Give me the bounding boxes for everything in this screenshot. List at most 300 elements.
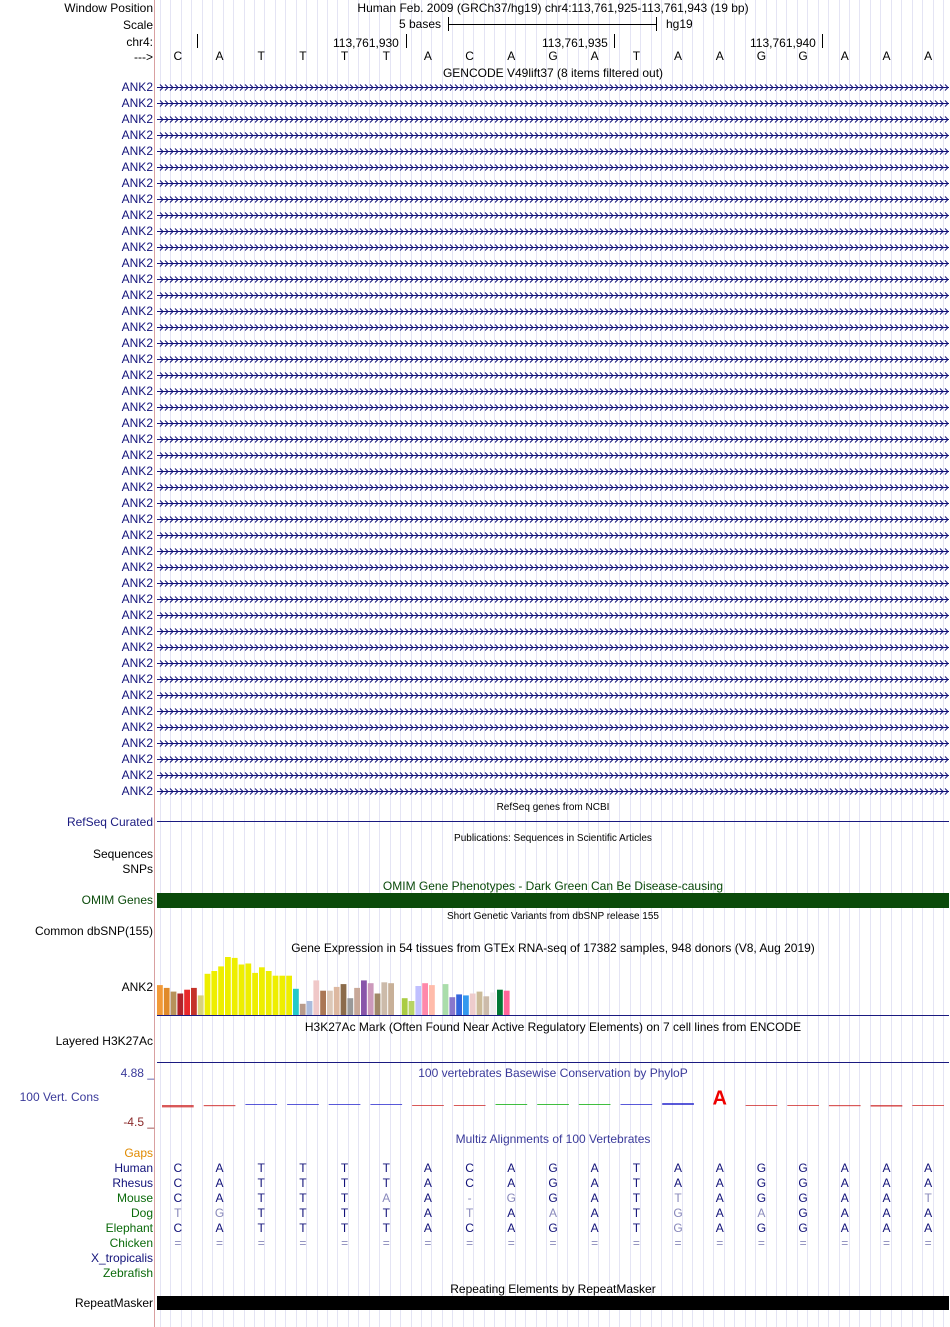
phylop-mark xyxy=(621,1104,653,1105)
gencode-transcript[interactable] xyxy=(157,273,949,286)
gencode-transcript[interactable] xyxy=(157,209,949,222)
gencode-transcript[interactable] xyxy=(157,401,949,414)
gtex-tissue-bar[interactable] xyxy=(300,1004,306,1015)
gtex-tissue-bar[interactable] xyxy=(184,990,190,1015)
gencode-transcript[interactable] xyxy=(157,465,949,478)
multiz-base: = xyxy=(591,1236,599,1250)
dbsnp-label[interactable]: Common dbSNP(155) xyxy=(34,924,153,938)
multiz-base: = xyxy=(716,1236,724,1250)
multiz-base: A xyxy=(590,1161,599,1175)
gencode-gene-label[interactable]: ANK2 xyxy=(121,656,153,670)
gencode-gene-label[interactable]: ANK2 xyxy=(121,608,153,622)
gencode-transcript[interactable] xyxy=(157,97,949,110)
phylop-mark xyxy=(454,1105,486,1106)
gtex-tissue-bar[interactable] xyxy=(177,994,183,1016)
gencode-gene-label[interactable]: ANK2 xyxy=(121,288,153,302)
gencode-gene-label[interactable]: ANK2 xyxy=(121,704,153,718)
multiz-base: A xyxy=(715,1221,724,1235)
base-letter: G xyxy=(756,49,767,63)
refseq-gene-line[interactable] xyxy=(157,821,949,822)
phylop-label[interactable]: 100 Vert. Cons xyxy=(19,1090,99,1104)
omim-track-title: OMIM Gene Phenotypes - Dark Green Can Be Disease-causing xyxy=(382,879,724,893)
gtex-tissue-bar[interactable] xyxy=(266,971,272,1015)
multiz-base: T xyxy=(299,1221,307,1235)
gtex-tissue-bar[interactable] xyxy=(320,991,326,1015)
gencode-gene-label[interactable]: ANK2 xyxy=(121,320,153,334)
multiz-base: T xyxy=(299,1176,307,1190)
gencode-gene-label[interactable]: ANK2 xyxy=(121,752,153,766)
gtex-tissue-bar[interactable] xyxy=(443,984,449,1015)
gtex-tissue-bar[interactable] xyxy=(415,986,421,1015)
h3k27ac-baseline xyxy=(157,1062,949,1063)
gtex-tissue-bar[interactable] xyxy=(429,985,435,1015)
gtex-tissue-bar[interactable] xyxy=(341,984,347,1015)
multiz-base: T xyxy=(382,1206,390,1220)
multiz-track-title: Multiz Alignments of 100 Vertebrates xyxy=(455,1132,651,1146)
gtex-tissue-bar[interactable] xyxy=(157,985,163,1015)
multiz-base: A xyxy=(507,1161,516,1175)
multiz-base: A xyxy=(215,1191,224,1205)
gencode-transcript[interactable] xyxy=(157,385,949,398)
gtex-tissue-bar[interactable] xyxy=(477,992,483,1015)
gencode-gene-label[interactable]: ANK2 xyxy=(121,784,153,798)
multiz-base: = xyxy=(882,1236,890,1250)
gtex-tissue-bar[interactable] xyxy=(286,976,292,1015)
gencode-transcript[interactable] xyxy=(157,257,949,270)
gencode-gene-label[interactable]: ANK2 xyxy=(121,528,153,542)
gtex-tissue-bar[interactable] xyxy=(211,971,217,1015)
multiz-base: = xyxy=(799,1236,807,1250)
omim-feature-bar[interactable] xyxy=(157,893,949,908)
publications-track-title: Publications: Sequences in Scientific Articles xyxy=(454,833,652,844)
gencode-gene-label[interactable]: ANK2 xyxy=(121,512,153,526)
gencode-gene-label[interactable]: ANK2 xyxy=(121,416,153,430)
gtex-tissue-bar[interactable] xyxy=(327,991,333,1015)
multiz-base: A xyxy=(882,1191,891,1205)
gencode-transcript[interactable] xyxy=(157,497,949,510)
gtex-tissue-bar[interactable] xyxy=(368,983,374,1015)
gencode-gene-label[interactable]: ANK2 xyxy=(121,448,153,462)
gtex-tissue-bar[interactable] xyxy=(232,958,238,1015)
gtex-tissue-bar[interactable] xyxy=(470,994,476,1016)
base-letter: G xyxy=(798,49,808,63)
multiz-base: T xyxy=(174,1206,182,1220)
multiz-species-label[interactable]: Mouse xyxy=(116,1191,153,1205)
gtex-tissue-bar[interactable] xyxy=(347,998,353,1015)
gencode-gene-label[interactable]: ANK2 xyxy=(121,672,153,686)
multiz-base: A xyxy=(840,1161,849,1175)
gencode-transcript[interactable] xyxy=(157,545,949,558)
phylop-min-label: -4.5 _ xyxy=(123,1115,154,1129)
gtex-tissue-bar[interactable] xyxy=(402,998,408,1015)
gencode-gene-label[interactable]: ANK2 xyxy=(121,544,153,558)
phylop-mark xyxy=(871,1105,903,1107)
gtex-label[interactable]: ANK2 xyxy=(121,980,153,994)
multiz-base: T xyxy=(632,1206,641,1220)
base-letter: T xyxy=(382,49,390,63)
multiz-base: A xyxy=(215,1161,224,1175)
multiz-base: A xyxy=(840,1221,849,1235)
multiz-base: = xyxy=(632,1236,640,1250)
gencode-gene-label[interactable]: ANK2 xyxy=(121,304,153,318)
multiz-base: A xyxy=(674,1176,683,1190)
gtex-tissue-bar[interactable] xyxy=(449,997,455,1015)
gencode-gene-label[interactable]: ANK2 xyxy=(121,256,153,270)
gencode-transcript[interactable] xyxy=(157,353,949,366)
gencode-gene-label[interactable]: ANK2 xyxy=(121,768,153,782)
gencode-transcript[interactable] xyxy=(157,129,949,142)
gencode-gene-label[interactable]: ANK2 xyxy=(121,192,153,206)
gencode-transcript[interactable] xyxy=(157,161,949,174)
multiz-base: A xyxy=(882,1176,891,1190)
gencode-transcript[interactable] xyxy=(157,81,949,94)
gencode-transcript[interactable] xyxy=(157,433,949,446)
phylop-mark xyxy=(496,1104,528,1105)
multiz-base: G xyxy=(548,1176,558,1190)
gencode-transcript[interactable] xyxy=(157,769,949,782)
phylop-track-title: 100 vertebrates Basewise Conservation by PhyloP xyxy=(418,1066,688,1080)
multiz-base: A xyxy=(924,1221,933,1235)
multiz-species-label[interactable]: Human xyxy=(114,1161,153,1175)
base-letter: A xyxy=(840,49,849,63)
gtex-tissue-bar[interactable] xyxy=(279,976,285,1015)
base-letter: C xyxy=(465,49,474,63)
gencode-transcript[interactable] xyxy=(157,785,949,798)
phylop-mark xyxy=(245,1104,277,1105)
base-letter: G xyxy=(548,49,558,63)
omim-label[interactable]: OMIM Genes xyxy=(81,893,153,907)
gencode-gene-label[interactable]: ANK2 xyxy=(121,240,153,254)
gencode-transcript[interactable] xyxy=(157,113,949,126)
chrom-label: chr4: xyxy=(126,35,153,49)
ruler-tick xyxy=(197,34,198,48)
base-letter: A xyxy=(924,49,933,63)
gtex-tissue-bar[interactable] xyxy=(293,989,299,1015)
base-letter: A xyxy=(215,49,224,63)
base-letter: T xyxy=(340,49,349,63)
phylop-mark xyxy=(537,1104,569,1105)
multiz-base: = xyxy=(549,1236,557,1250)
gtex-tissue-bar[interactable] xyxy=(334,987,340,1015)
base-letter: A xyxy=(507,49,516,63)
multiz-base: C xyxy=(465,1161,474,1175)
phylop-mark xyxy=(746,1105,778,1106)
phylop-plot[interactable] xyxy=(157,1080,949,1125)
multiz-gaps-label[interactable]: Gaps xyxy=(124,1146,153,1160)
multiz-base: T xyxy=(257,1191,265,1205)
gtex-tissue-bar[interactable] xyxy=(375,994,381,1016)
multiz-base: A xyxy=(882,1221,891,1235)
gtex-tissue-bar[interactable] xyxy=(198,995,204,1015)
gtex-tissue-bar[interactable] xyxy=(456,994,462,1015)
gencode-gene-label[interactable]: ANK2 xyxy=(121,352,153,366)
multiz-base: G xyxy=(756,1221,767,1235)
multiz-base: = xyxy=(299,1236,307,1250)
gencode-gene-label[interactable]: ANK2 xyxy=(121,592,153,606)
repeatmasker-bar[interactable] xyxy=(157,1296,949,1310)
phylop-mark xyxy=(162,1105,194,1107)
gtex-tissue-bar[interactable] xyxy=(171,992,177,1015)
base-letter: T xyxy=(257,49,265,63)
multiz-base: = xyxy=(507,1236,515,1250)
gencode-transcript[interactable] xyxy=(157,337,949,350)
gtex-tissue-bar[interactable] xyxy=(409,1001,415,1015)
gtex-tissue-bar[interactable] xyxy=(259,967,265,1015)
repeatmasker-track-title: Repeating Elements by RepeatMasker xyxy=(450,1282,656,1296)
multiz-base: A xyxy=(590,1176,599,1190)
multiz-base: A xyxy=(757,1206,766,1220)
multiz-species-label[interactable]: X_tropicalis xyxy=(90,1251,153,1265)
gencode-gene-label[interactable]: ANK2 xyxy=(121,720,153,734)
multiz-species-label[interactable]: Rhesus xyxy=(112,1176,153,1190)
gencode-transcript[interactable] xyxy=(157,737,949,750)
multiz-base: T xyxy=(632,1161,641,1175)
multiz-base: T xyxy=(299,1191,307,1205)
multiz-base: A xyxy=(840,1206,849,1220)
gencode-gene-label[interactable]: ANK2 xyxy=(121,96,153,110)
ruler-tick xyxy=(822,34,823,48)
gencode-transcript[interactable] xyxy=(157,481,949,494)
gencode-transcript[interactable] xyxy=(157,177,949,190)
multiz-base: T xyxy=(340,1191,349,1205)
multiz-base: A xyxy=(715,1161,724,1175)
scale-label: Scale xyxy=(122,18,153,32)
label-separator xyxy=(154,0,155,1327)
phylop-mark xyxy=(329,1104,361,1105)
phylop-mark xyxy=(662,1103,694,1105)
phylop-mark xyxy=(287,1104,319,1105)
gencode-transcript[interactable] xyxy=(157,449,949,462)
base-letter: T xyxy=(632,49,641,63)
gencode-transcript[interactable] xyxy=(157,641,949,654)
multiz-base: A xyxy=(924,1176,933,1190)
gencode-transcript[interactable] xyxy=(157,673,949,686)
phylop-max-label: 4.88 _ xyxy=(120,1066,154,1080)
multiz-base: T xyxy=(257,1206,265,1220)
gtex-tissue-bar[interactable] xyxy=(381,982,387,1015)
gencode-transcript[interactable] xyxy=(157,577,949,590)
multiz-species-label[interactable]: Zebrafish xyxy=(102,1266,153,1280)
gencode-track-title: GENCODE V49lift37 (8 items filtered out) xyxy=(442,66,664,80)
window-position-value: Human Feb. 2009 (GRCh37/hg19) chr4:113,761,925-113,761,943 (19 bp) xyxy=(357,1,749,15)
multiz-base: = xyxy=(257,1236,265,1250)
multiz-base: T xyxy=(340,1161,349,1175)
gencode-transcript[interactable] xyxy=(157,753,949,766)
gencode-transcript[interactable] xyxy=(157,625,949,638)
base-letter: A xyxy=(715,49,724,63)
gencode-transcript[interactable] xyxy=(157,225,949,238)
multiz-base: T xyxy=(924,1191,932,1205)
gencode-transcript[interactable] xyxy=(157,657,949,670)
gtex-track-title: Gene Expression in 54 tissues from GTEx RNA-seq of 17382 samples, 948 donors (V8, Aug 2019) xyxy=(291,941,815,955)
multiz-base: G xyxy=(756,1191,767,1205)
gencode-transcript[interactable] xyxy=(157,145,949,158)
gencode-transcript[interactable] xyxy=(157,513,949,526)
multiz-base: A xyxy=(924,1206,933,1220)
gencode-transcript[interactable] xyxy=(157,529,949,542)
phylop-mark xyxy=(412,1105,444,1106)
gtex-tissue-bar[interactable] xyxy=(245,964,251,1016)
repeatmasker-label[interactable]: RepeatMasker xyxy=(74,1296,153,1310)
phylop-mark xyxy=(579,1104,611,1105)
gencode-gene-label[interactable]: ANK2 xyxy=(121,368,153,382)
multiz-base: C xyxy=(465,1176,474,1190)
ruler-position-2: 113,761,935 xyxy=(542,36,608,50)
multiz-base: T xyxy=(340,1206,349,1220)
refseq-track-title: RefSeq genes from NCBI xyxy=(496,802,610,813)
multiz-base: A xyxy=(674,1161,683,1175)
gtex-tissue-bar[interactable] xyxy=(361,980,367,1015)
gencode-transcript[interactable] xyxy=(157,721,949,734)
multiz-base: G xyxy=(756,1161,767,1175)
multiz-base: = xyxy=(216,1236,224,1250)
multiz-base: T xyxy=(299,1161,307,1175)
base-letter: T xyxy=(299,49,307,63)
gencode-gene-label[interactable]: ANK2 xyxy=(121,400,153,414)
scale-bases: 5 bases xyxy=(399,17,442,31)
phylop-mark xyxy=(829,1105,861,1106)
gencode-transcript[interactable] xyxy=(157,705,949,718)
gtex-tissue-bar[interactable] xyxy=(422,983,428,1015)
gtex-tissue-bar[interactable] xyxy=(490,993,496,1016)
multiz-base: A xyxy=(590,1221,599,1235)
gencode-transcript[interactable] xyxy=(157,593,949,606)
multiz-base: G xyxy=(548,1191,558,1205)
multiz-base: T xyxy=(382,1221,390,1235)
gencode-transcript[interactable] xyxy=(157,609,949,622)
multiz-base: C xyxy=(465,1221,474,1235)
multiz-base: = xyxy=(174,1236,182,1250)
gencode-gene-label[interactable]: ANK2 xyxy=(121,224,153,238)
multiz-base: A xyxy=(715,1191,724,1205)
multiz-base: A xyxy=(882,1161,891,1175)
refseq-label[interactable]: RefSeq Curated xyxy=(66,815,153,829)
gencode-gene-label[interactable]: ANK2 xyxy=(121,128,153,142)
gencode-transcript[interactable] xyxy=(157,561,949,574)
multiz-base: A xyxy=(215,1176,224,1190)
publications-label-sequences[interactable]: Sequences xyxy=(92,847,153,861)
gencode-transcript[interactable] xyxy=(157,689,949,702)
multiz-base: G xyxy=(673,1221,683,1235)
gencode-gene-label[interactable]: ANK2 xyxy=(121,496,153,510)
multiz-base: T xyxy=(257,1221,265,1235)
gtex-tissue-bar[interactable] xyxy=(483,996,489,1015)
multiz-base: T xyxy=(257,1161,265,1175)
scale-assembly: hg19 xyxy=(666,17,693,31)
gencode-transcript[interactable] xyxy=(157,193,949,206)
gencode-gene-label[interactable]: ANK2 xyxy=(121,176,153,190)
gencode-gene-label[interactable]: ANK2 xyxy=(121,560,153,574)
multiz-base: G xyxy=(798,1221,808,1235)
multiz-base: G xyxy=(756,1176,767,1190)
ruler-position-1: 113,761,930 xyxy=(333,36,399,50)
multiz-species-label[interactable]: Chicken xyxy=(109,1236,153,1250)
multiz-base: A xyxy=(423,1206,432,1220)
gtex-tissue-bar[interactable] xyxy=(218,966,224,1015)
multiz-base: = xyxy=(841,1236,849,1250)
multiz-base: A xyxy=(507,1206,516,1220)
gencode-gene-label[interactable]: ANK2 xyxy=(121,576,153,590)
gencode-gene-label[interactable]: ANK2 xyxy=(121,80,153,94)
gencode-gene-label[interactable]: ANK2 xyxy=(121,736,153,750)
multiz-base: A xyxy=(924,1161,933,1175)
gencode-transcript[interactable] xyxy=(157,321,949,334)
gencode-gene-label[interactable]: ANK2 xyxy=(121,624,153,638)
gtex-tissue-bar[interactable] xyxy=(463,995,469,1015)
gencode-gene-label[interactable]: ANK2 xyxy=(121,688,153,702)
gtex-tissue-bar[interactable] xyxy=(252,973,258,1015)
gencode-gene-label[interactable]: ANK2 xyxy=(121,160,153,174)
gtex-tissue-bar[interactable] xyxy=(313,980,319,1015)
gtex-tissue-bar[interactable] xyxy=(164,988,170,1015)
multiz-base: A xyxy=(590,1206,599,1220)
multiz-base: C xyxy=(173,1221,183,1235)
gtex-tissue-bar[interactable] xyxy=(225,957,231,1015)
multiz-base: A xyxy=(215,1221,224,1235)
gencode-gene-label[interactable]: ANK2 xyxy=(121,384,153,398)
gencode-gene-label[interactable]: ANK2 xyxy=(121,208,153,222)
gtex-tissue-bar[interactable] xyxy=(307,1001,313,1015)
gtex-tissue-bar[interactable] xyxy=(191,988,197,1015)
multiz-base: A xyxy=(715,1176,724,1190)
multiz-base: = xyxy=(757,1236,765,1250)
multiz-base: A xyxy=(548,1206,557,1220)
gtex-tissue-bar[interactable] xyxy=(273,976,279,1015)
phylop-mark xyxy=(912,1105,944,1106)
multiz-base: A xyxy=(590,1191,599,1205)
gencode-gene-label[interactable]: ANK2 xyxy=(121,464,153,478)
gtex-tissue-bar[interactable] xyxy=(504,991,510,1015)
gencode-transcript[interactable] xyxy=(157,305,949,318)
gtex-tissue-bar[interactable] xyxy=(354,988,360,1015)
base-letter: A xyxy=(882,49,891,63)
multiz-base: T xyxy=(632,1221,641,1235)
multiz-base: T xyxy=(340,1176,349,1190)
h3k27ac-label[interactable]: Layered H3K27Ac xyxy=(55,1034,153,1048)
multiz-species-label[interactable]: Dog xyxy=(130,1206,153,1220)
multiz-species-label[interactable]: Elephant xyxy=(105,1221,153,1235)
multiz-base: G xyxy=(798,1191,808,1205)
gtex-tissue-bar[interactable] xyxy=(497,990,503,1015)
multiz-base: = xyxy=(466,1236,474,1250)
dbsnp-track-title: Short Genetic Variants from dbSNP release 155 xyxy=(447,911,659,922)
multiz-base: A xyxy=(840,1191,849,1205)
multiz-base: G xyxy=(214,1206,225,1220)
gencode-gene-label[interactable]: ANK2 xyxy=(121,144,153,158)
scale-tick-right xyxy=(656,17,657,31)
gencode-transcript[interactable] xyxy=(157,417,949,430)
gtex-bar-chart[interactable] xyxy=(157,954,949,1018)
gencode-transcript[interactable] xyxy=(157,369,949,382)
gencode-gene-label[interactable]: ANK2 xyxy=(121,640,153,654)
gtex-tissue-bar[interactable] xyxy=(388,983,394,1015)
gencode-gene-label[interactable]: ANK2 xyxy=(121,336,153,350)
gtex-tissue-bar[interactable] xyxy=(239,965,245,1016)
publications-label-snps[interactable]: SNPs xyxy=(122,862,153,876)
gencode-transcript[interactable] xyxy=(157,241,949,254)
multiz-base: = xyxy=(674,1236,682,1250)
multiz-base: C xyxy=(173,1176,183,1190)
gencode-transcript[interactable] xyxy=(157,289,949,302)
multiz-base: T xyxy=(382,1161,390,1175)
gencode-gene-label[interactable]: ANK2 xyxy=(121,432,153,446)
gencode-gene-label[interactable]: ANK2 xyxy=(121,272,153,286)
gencode-gene-label[interactable]: ANK2 xyxy=(121,480,153,494)
base-letter: A xyxy=(423,49,432,63)
gencode-gene-label[interactable]: ANK2 xyxy=(121,112,153,126)
gtex-tissue-bar[interactable] xyxy=(205,974,211,1015)
multiz-base: A xyxy=(882,1206,891,1220)
